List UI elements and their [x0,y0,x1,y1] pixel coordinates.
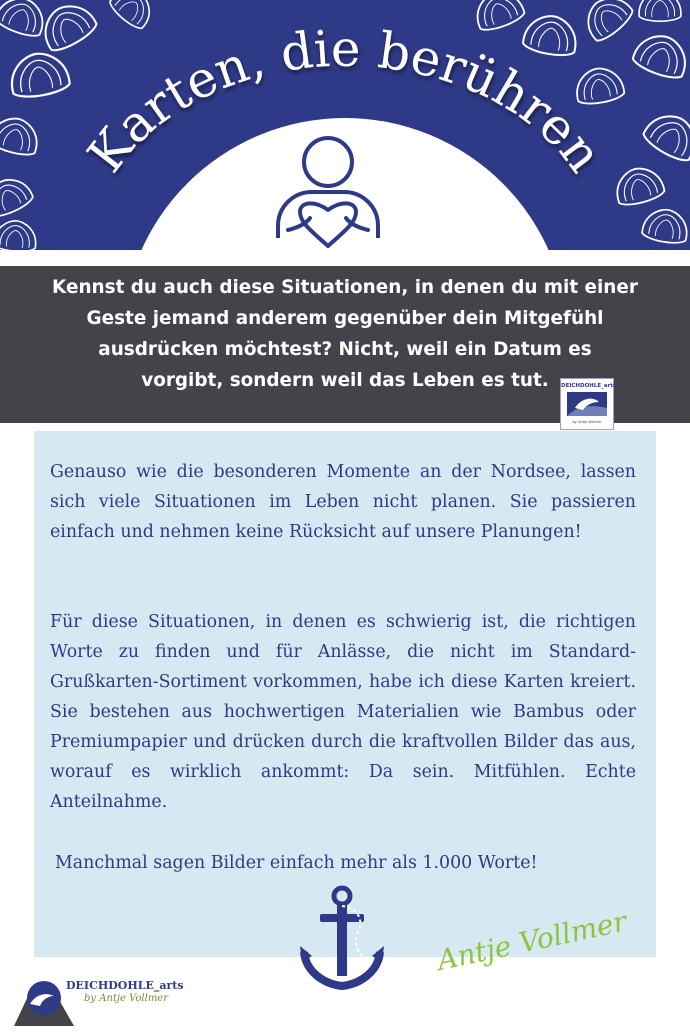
content-paragraph-2: Für diese Situationen, in denen es schwierig ist, die richtigen Worte zu finden und für Anlässe, die nicht im Standard-Grußkarten-Sortiment vorkommen, habe ich diese Karten kreiert. Sie bestehen aus hochwertigen Materialien wie Bambus oder Premiumpapier und drücken durch die kraftvollen Bilder das aus, worauf es wirklich ankommt: Da sein. Mitfühlen. Echte Anteilnahme. [50,612,636,812]
footer-signature: by Antje Vollmer [84,993,169,1004]
intro-line: vorgibt, sondern weil das Leben es tut. [141,370,549,391]
badge-subtitle: by Antje Vollmer [572,420,602,424]
anchor-icon [300,884,384,992]
intro-line: ausdrücken möchtest? Nicht, weil ein Datum es [98,339,592,360]
person-heart-icon [270,130,386,250]
intro-line: Geste jemand anderem gegenüber dein Mitgefühl [86,308,604,329]
badge-title: DEICHDOHLE_arts [561,383,617,389]
footer-brand: DEICHDOHLE_arts [66,979,184,992]
footer-logo-icon [14,978,74,1026]
page-title: Karten, die berühren [76,19,614,183]
signature-mark [430,895,630,985]
signature-text: Antje Vollmer [434,904,630,978]
intro-line: Kennst du auch diese Situationen, in denen du mit einer [52,277,638,298]
jackdaw-logo-icon [561,390,613,418]
content-paragraph-1: Genauso wie die besonderen Momente an der Nordsee, lassen sich viele Situationen im Leben nicht planen. Sie passieren einfach und nehmen keine Rücksicht auf unsere Planungen! [50,462,636,542]
content-paragraph-3: Manchmal sagen Bilder einfach mehr als 1.000 Worte! [55,853,538,873]
brand-badge [560,378,617,430]
